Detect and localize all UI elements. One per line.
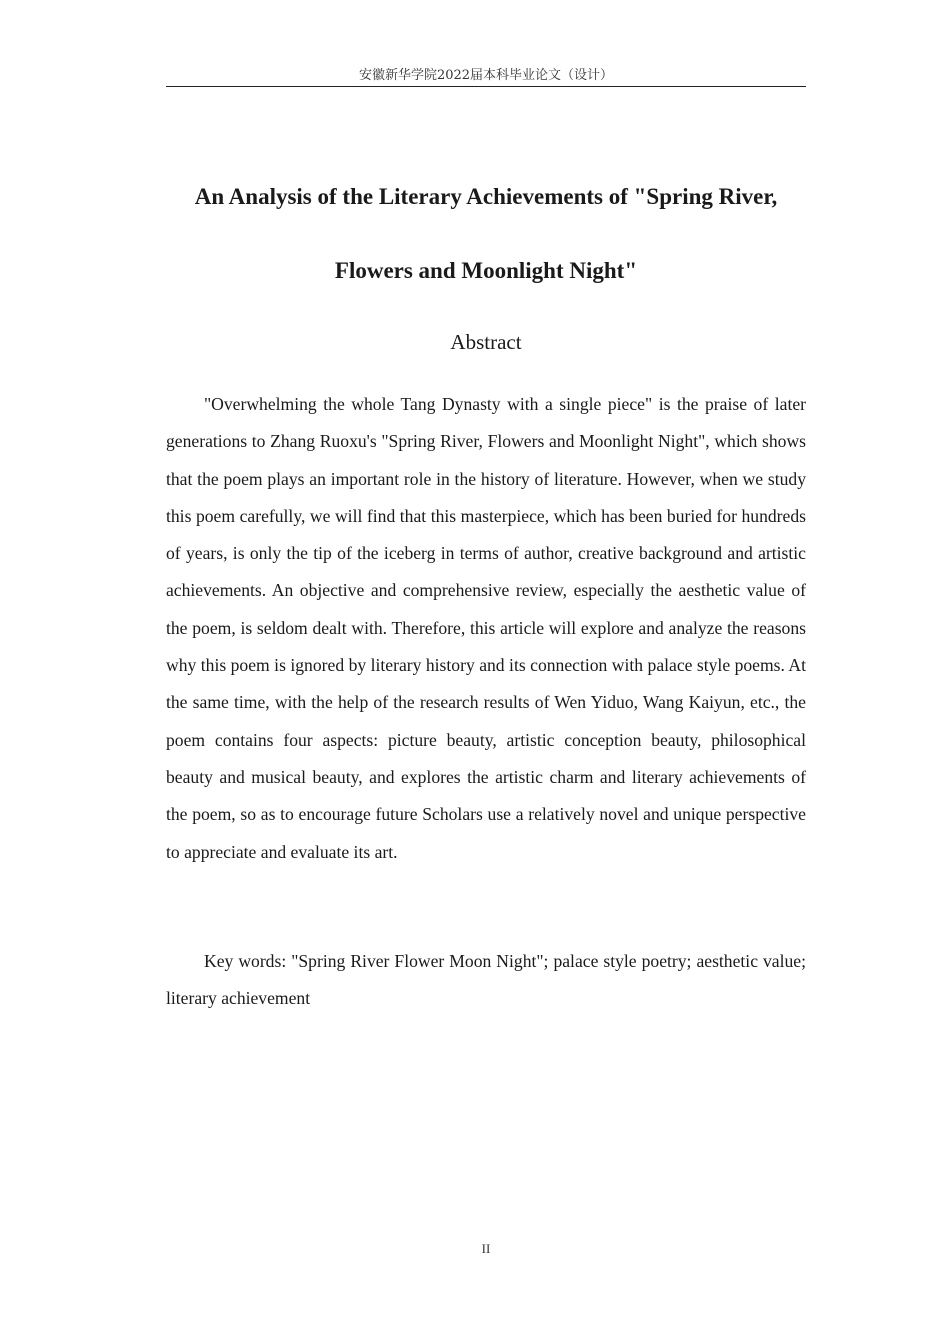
page-header: 安徽新华学院2022届本科毕业论文（设计） <box>166 66 806 87</box>
abstract-heading: Abstract <box>450 330 522 354</box>
paper-title <box>160 160 812 308</box>
abstract-body: "Overwhelming the whole Tang Dynasty with a single piece" is the praise of later generations to Zhang Ruoxu's "Spring River, Flowers and Moonlight Night", which shows that the poem plays an important role in the history of literature. However, when we study this poem carefully, we will find that this masterpiece, which has been buried for hundreds of years, is only the tip of the iceberg in terms of author, creative background and artistic achievements. An objective and comprehensive review, especially the aesthetic value of the poem, is seldom dealt with. Therefore, this article will explore and analyze the reasons why this poem is ignored by literary history and its connection with palace style poems. At the same time, with the help of the research results of Wen Yiduo, Wang Kaiyun, etc., the poem contains four aspects: picture beauty, artistic conception beauty, philosophical beauty and musical beauty, and explores the artistic charm and literary achievements of the poem, so as to encourage future Scholars use a relatively novel and unique perspective to appreciate and evaluate its art. <box>166 394 806 862</box>
paper-title-line-1: An Analysis of the Literary Achievements of "Spring River, <box>194 184 778 209</box>
keywords: Key words: "Spring River Flower Moon Night"; palace style poetry; aesthetic value; literary achievement <box>166 951 806 1009</box>
page-number: II <box>481 1241 491 1256</box>
paper-title-line-2: Flowers and Moonlight Night" <box>334 258 638 283</box>
